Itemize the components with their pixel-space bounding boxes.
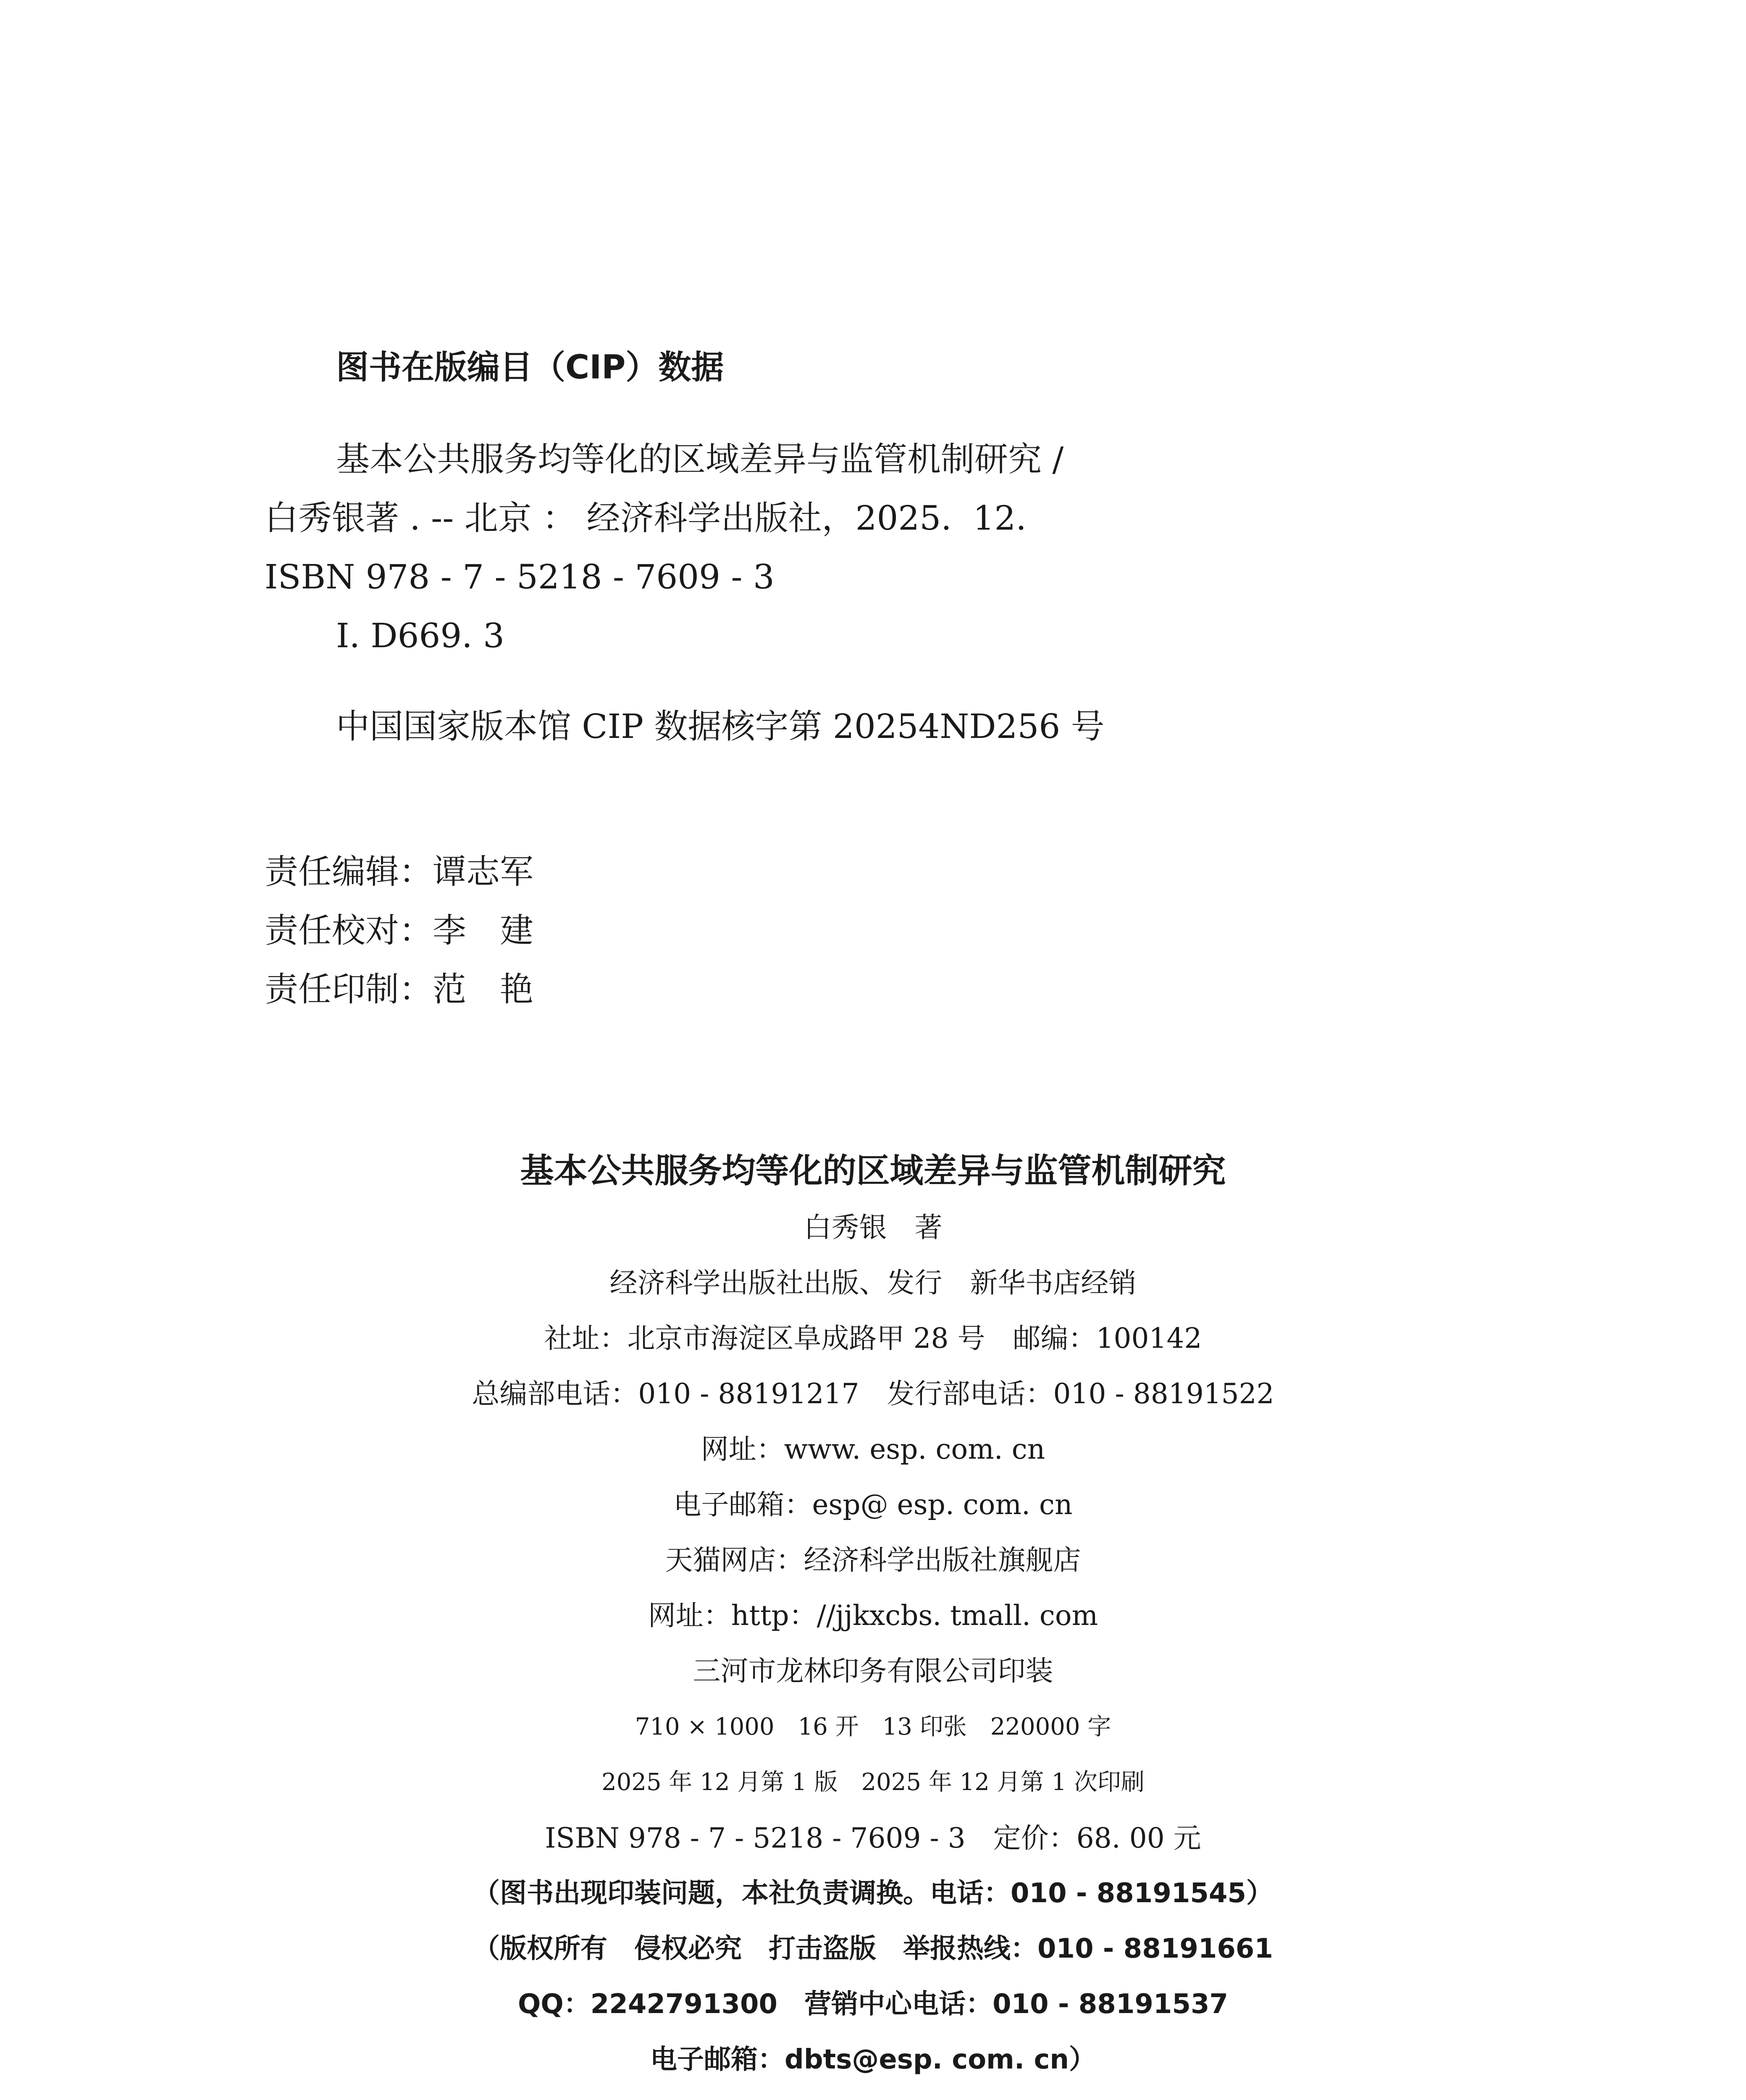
staff-name: 李 建 bbox=[433, 911, 533, 950]
staff-name: 范 艳 bbox=[433, 970, 533, 1009]
notice-line-4: 电子邮箱：dbts@esp. com. cn） bbox=[650, 2044, 1096, 2075]
website-line: 网址：www. esp. com. cn bbox=[701, 1433, 1045, 1465]
format-line: 710 × 1000 16 开 13 印张 220000 字 bbox=[635, 1713, 1111, 1740]
cip-heading: 图书在版编目（CIP）数据 bbox=[336, 349, 724, 386]
isbn-price-line: ISBN 978 - 7 - 5218 - 7609 - 3 定价：68. 00 元 bbox=[545, 1822, 1201, 1854]
tmall-url-line: 网址：http：//jjkxcbs. tmall. com bbox=[648, 1599, 1098, 1632]
staff-label: 责任校对： bbox=[265, 911, 433, 950]
notice-line-3: QQ：2242791300 营销中心电话：010 - 88191537 bbox=[517, 1989, 1229, 2020]
colophon bbox=[0, 1151, 1746, 2075]
edition-line: 2025 年 12 月第 1 版 2025 年 12 月第 1 次印刷 bbox=[601, 1769, 1145, 1796]
cip-record-number: 中国国家版本馆 CIP 数据核字第 20254ND256 号 bbox=[336, 707, 1105, 746]
cip-isbn-line: ISBN 978 - 7 - 5218 - 7609 - 3 bbox=[265, 557, 775, 596]
tmall-store-line: 天猫网店：经济科学出版社旗舰店 bbox=[665, 1544, 1081, 1576]
notice-line-2: （版权所有 侵权必究 打击盗版 举报热线：010 - 88191661 bbox=[473, 1933, 1273, 1964]
staff-editor bbox=[265, 852, 533, 891]
phones-line: 总编部电话：010 - 88191217 发行部电话：010 - 88191522 bbox=[472, 1378, 1274, 1410]
cip-title-line: 基本公共服务均等化的区域差异与监管机制研究 / bbox=[336, 440, 1064, 479]
email-line: 电子邮箱：esp@ esp. com. cn bbox=[673, 1488, 1073, 1521]
printer-line: 三河市龙林印务有限公司印装 bbox=[693, 1655, 1053, 1687]
cip-author-line: 白秀银著 . -- 北京 ： 经济科学出版社，2025. 12. bbox=[265, 499, 1027, 538]
publisher-line: 经济科学出版社出版、发行 新华书店经销 bbox=[609, 1267, 1137, 1299]
staff-name: 谭志军 bbox=[433, 852, 533, 891]
address-line: 社址：北京市海淀区阜成路甲 28 号 邮编：100142 bbox=[544, 1322, 1202, 1354]
staff-label: 责任印制： bbox=[265, 970, 433, 1009]
cip-classification-line: Ⅰ. D669. 3 bbox=[336, 616, 505, 655]
book-title: 基本公共服务均等化的区域差异与监管机制研究 bbox=[520, 1151, 1226, 1190]
staff-proofreader bbox=[265, 911, 533, 950]
book-author: 白秀银 著 bbox=[803, 1211, 943, 1244]
staff-print-supervisor bbox=[265, 970, 533, 1009]
staff-label: 责任编辑： bbox=[265, 852, 433, 891]
notice-line-1: （图书出现印装问题，本社负责调换。电话：010 - 88191545） bbox=[473, 1878, 1273, 1909]
